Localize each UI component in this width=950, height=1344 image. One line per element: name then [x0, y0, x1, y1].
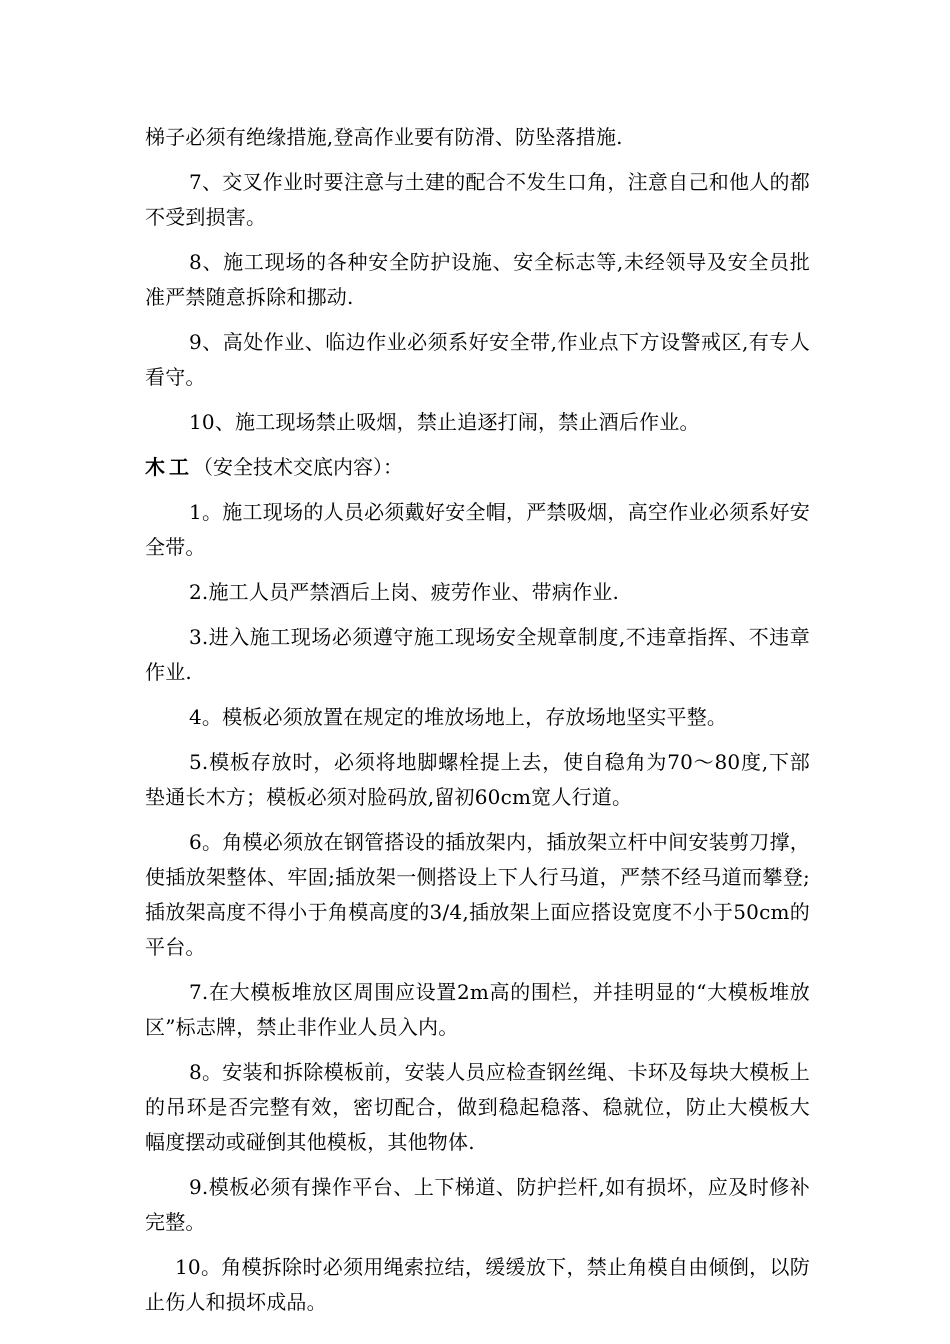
list-item: 2.施工人员严禁酒后上岗、疲劳作业、带病作业.: [189, 580, 620, 604]
paragraph-item-7: 7、交叉作业时要注意与土建的配合不发生口角，注意自己和他人的都不受到损害。: [145, 170, 810, 229]
list-item: 9.模板必须有操作平台、上下梯道、防护拦杆,如有损坏，应及时修补完整。: [145, 1175, 810, 1234]
paragraph-continuation: 梯子必须有绝缘措施,登高作业要有防滑、防坠落措施.: [145, 125, 623, 149]
paragraph-item-8: 8、施工现场的各种安全防护设施、安全标志等,未经领导及安全员批准严禁随意拆除和挪动.: [145, 250, 810, 309]
list-item: 10。角模拆除时必须用绳索拉结，缓缓放下，禁止角模自由倾倒，以防止伤人和损坏成品。: [145, 1255, 810, 1314]
list-item: 6。角模必须放在钢管搭设的插放架内，插放架立杆中间安装剪刀撑，使插放架整体、牢固;插放架一侧搭设上下人行马道，严禁不经马道而攀登;插放架高度不得小于角模高度的3/4,插放架上面应搭设宽度不小于50cm的平台。: [145, 830, 810, 959]
section-heading-carpentry: [145, 450, 810, 485]
list-item: 4。模板必须放置在规定的堆放场地上，存放场地坚实平整。: [189, 705, 728, 729]
list-item: 1。施工现场的人员必须戴好安全帽，严禁吸烟，高空作业必须系好安全带。: [145, 500, 810, 559]
section-heading-title: 木工: [145, 455, 193, 479]
document-page: [145, 120, 810, 1330]
paragraph-item-9: 9、高处作业、临边作业必须系好安全带,作业点下方设警戒区,有专人看守。: [145, 330, 810, 389]
list-item: 3.进入施工现场必须遵守施工现场安全规章制度,不违章指挥、不违章作业.: [145, 625, 810, 684]
paragraph-item-10: 10、施工现场禁止吸烟，禁止追逐打闹，禁止酒后作业。: [189, 410, 700, 434]
list-item: 5.模板存放时，必须将地脚螺栓提上去，使自稳角为70～80度,下部垫通长木方；模板必须对脸码放,留初60cm宽人行道。: [145, 750, 810, 809]
list-item: 8。安装和拆除模板前，安装人员应检查钢丝绳、卡环及每块大模板上的吊环是否完整有效，密切配合，做到稳起稳落、稳就位，防止大模板大幅度摆动或碰倒其他模板，其他物体.: [145, 1060, 810, 1154]
list-item: 7.在大模板堆放区周围应设置2m高的围栏，并挂明显的“大模板堆放区”标志牌，禁止非作业人员入内。: [145, 980, 810, 1039]
section-heading-subtitle: （安全技术交底内容）：: [193, 455, 403, 479]
